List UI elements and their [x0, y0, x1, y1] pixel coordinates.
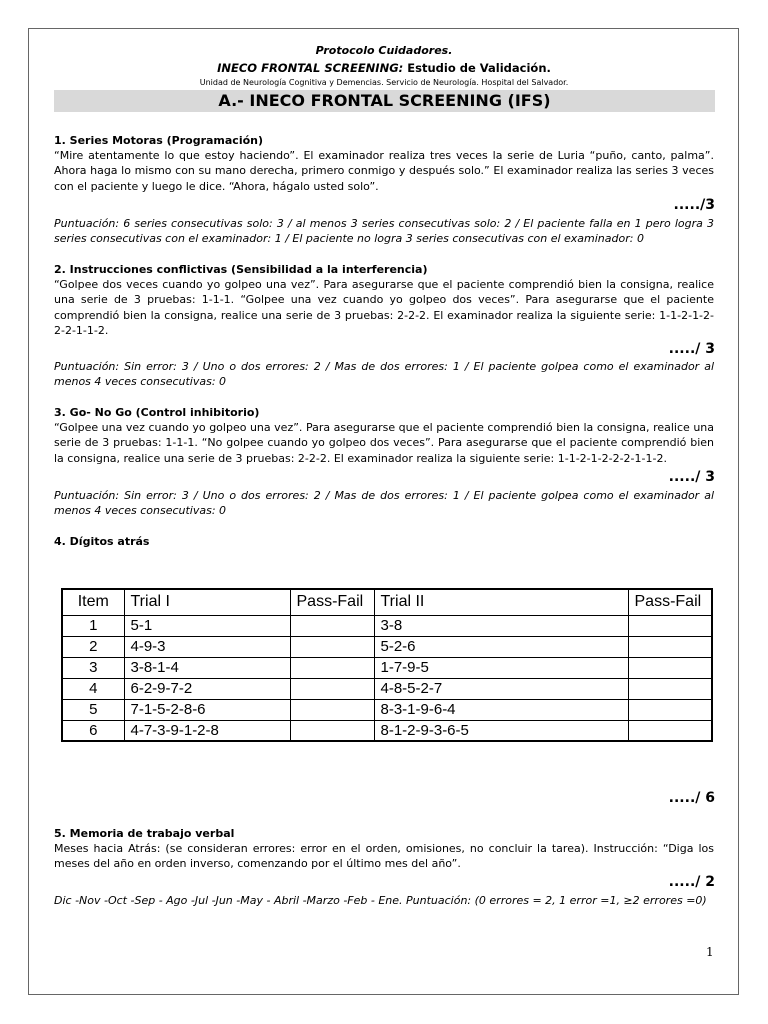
pass-fail-2-cell[interactable] — [628, 657, 712, 678]
pass-fail-1-cell[interactable] — [290, 615, 374, 636]
section-1-heading: 1. Series Motoras (Programación) — [54, 134, 264, 147]
section-2-note: Puntuación: Sin error: 3 / Uno o dos errores: 2 / Mas de dos errores: 1 / El paciente golpea como el examinador al menos 4 veces consecutivas: 0 — [54, 360, 714, 389]
pass-fail-1-cell[interactable] — [290, 678, 374, 699]
pass-fail-1-cell[interactable] — [290, 699, 374, 720]
page-title: A.- INECO FRONTAL SCREENING (IFS) — [54, 90, 715, 112]
section-1-score: ...../3 — [673, 197, 715, 213]
item-cell: 5 — [62, 699, 124, 720]
section-1-body: “Mire atentamente lo que estoy haciendo”. El examinador realiza tres veces la serie de Luria “puño, canto, palma”. Ahora haga lo mismo con su mano derecha, primero conmigo y después solo.” El examinador realiza las series 3 veces con el paciente y luego le dice. “Ahora, hágalo usted solo”. — [54, 149, 714, 193]
trial-2-cell: 8-3-1-9-6-4 — [374, 699, 628, 720]
table-row — [62, 720, 712, 741]
item-cell: 3 — [62, 657, 124, 678]
pass-fail-1-cell[interactable] — [290, 636, 374, 657]
trial-1-cell: 7-1-5-2-8-6 — [124, 699, 290, 720]
pass-fail-2-cell[interactable] — [628, 678, 712, 699]
trial-2-cell: 3-8 — [374, 615, 628, 636]
col-header-item: Item — [62, 589, 124, 615]
pass-fail-2-cell[interactable] — [628, 720, 712, 741]
digits-table — [61, 588, 713, 742]
page-number: 1 — [706, 945, 714, 959]
trial-1-cell: 4-9-3 — [124, 636, 290, 657]
pass-fail-2-cell[interactable] — [628, 615, 712, 636]
section-4-heading: 4. Dígitos atrás — [54, 535, 150, 548]
section-1 — [54, 133, 714, 194]
section-5-score: ...../ 2 — [668, 874, 715, 890]
item-cell: 1 — [62, 615, 124, 636]
trial-1-cell: 4-7-3-9-1-2-8 — [124, 720, 290, 741]
trial-1-cell: 3-8-1-4 — [124, 657, 290, 678]
section-3-body: “Golpee una vez cuando yo golpeo una vez”. Para asegurarse que el paciente comprendió bien la consigna, realice una serie de 3 pruebas: 1-1-1. “No golpee cuando yo golpeo dos veces”. Para asegurarse que el paciente comprendió bien la consigna, realice una serie de 3 pruebas: 2-2-2. El examinador realiza la siguiente serie: 1-1-2-1-2-2-2-1-1-2. — [54, 421, 714, 465]
section-4-score: ...../ 6 — [668, 790, 715, 806]
col-header-trial-1: Trial I — [124, 589, 290, 615]
pass-fail-1-cell[interactable] — [290, 720, 374, 741]
section-2 — [54, 262, 714, 338]
study-title — [0, 61, 768, 75]
section-2-heading: 2. Instrucciones conflictivas (Sensibilidad a la interferencia) — [54, 263, 428, 276]
section-5-note: Dic -Nov -Oct -Sep - Ago -Jul -Jun -May - Abril -Marzo -Feb - Ene. Puntuación: (0 errores = 2, 1 error =1, ≥2 errores =0) — [54, 894, 707, 907]
section-4 — [54, 534, 714, 549]
institution-line: Unidad de Neurología Cognitiva y Demencias. Servicio de Neurología. Hospital del Salvador. — [199, 78, 569, 87]
section-5-body: Meses hacia Atrás: (se consideran errores: error en el orden, omisiones, no concluir la tarea). Instrucción: “Diga los meses del año en orden inverso, comenzando por el último mes del año”. — [54, 842, 714, 871]
pass-fail-2-cell[interactable] — [628, 636, 712, 657]
study-title-rest: Estudio de Validación. — [403, 61, 551, 75]
pass-fail-1-cell[interactable] — [290, 657, 374, 678]
study-title-italic: INECO FRONTAL SCREENING: — [217, 61, 404, 75]
table-row — [62, 657, 712, 678]
col-header-pass-fail-1: Pass-Fail — [290, 589, 374, 615]
section-2-score: ...../ 3 — [668, 341, 715, 357]
trial-1-cell: 5-1 — [124, 615, 290, 636]
table-header-row — [62, 589, 712, 615]
item-cell: 4 — [62, 678, 124, 699]
table-row — [62, 615, 712, 636]
col-header-trial-2: Trial II — [374, 589, 628, 615]
protocol-label: Protocolo Cuidadores. — [315, 44, 453, 57]
pass-fail-2-cell[interactable] — [628, 699, 712, 720]
trial-2-cell: 1-7-9-5 — [374, 657, 628, 678]
col-header-pass-fail-2: Pass-Fail — [628, 589, 712, 615]
table-row — [62, 699, 712, 720]
section-3-note: Puntuación: Sin error: 3 / Uno o dos errores: 2 / Mas de dos errores: 1 / El paciente golpea como el examinador al menos 4 veces consecutivas: 0 — [54, 489, 714, 518]
section-1-note: Puntuación: 6 series consecutivas solo: 3 / al menos 3 series consecutivas solo: 2 / El paciente falla en 1 pero logra 3 series consecutivas con el examinador: 1 / El paciente no logra 3 series consecutivas con el examinador: 0 — [54, 217, 714, 246]
item-cell: 2 — [62, 636, 124, 657]
section-3 — [54, 405, 714, 466]
table-row — [62, 636, 712, 657]
section-3-heading: 3. Go- No Go (Control inhibitorio) — [54, 406, 260, 419]
section-5 — [54, 826, 714, 872]
item-cell: 6 — [62, 720, 124, 741]
trial-2-cell: 5-2-6 — [374, 636, 628, 657]
section-3-score: ...../ 3 — [668, 469, 715, 485]
trial-2-cell: 8-1-2-9-3-6-5 — [374, 720, 628, 741]
trial-2-cell: 4-8-5-2-7 — [374, 678, 628, 699]
table-row — [62, 678, 712, 699]
section-5-heading: 5. Memoria de trabajo verbal — [54, 827, 235, 840]
trial-1-cell: 6-2-9-7-2 — [124, 678, 290, 699]
section-2-body: “Golpee dos veces cuando yo golpeo una vez”. Para asegurarse que el paciente comprendió bien la consigna, realice una serie de 3 pruebas: 1-1-1. “Golpee una vez cuando yo golpeo dos veces”. Para asegurarse que el paciente comprendió bien la consigna, realice una serie de 3 pruebas: 2-2-2. El examinador realiza la siguiente serie: 1-1-2-1-2-2-2-1-1-2. — [54, 278, 714, 337]
